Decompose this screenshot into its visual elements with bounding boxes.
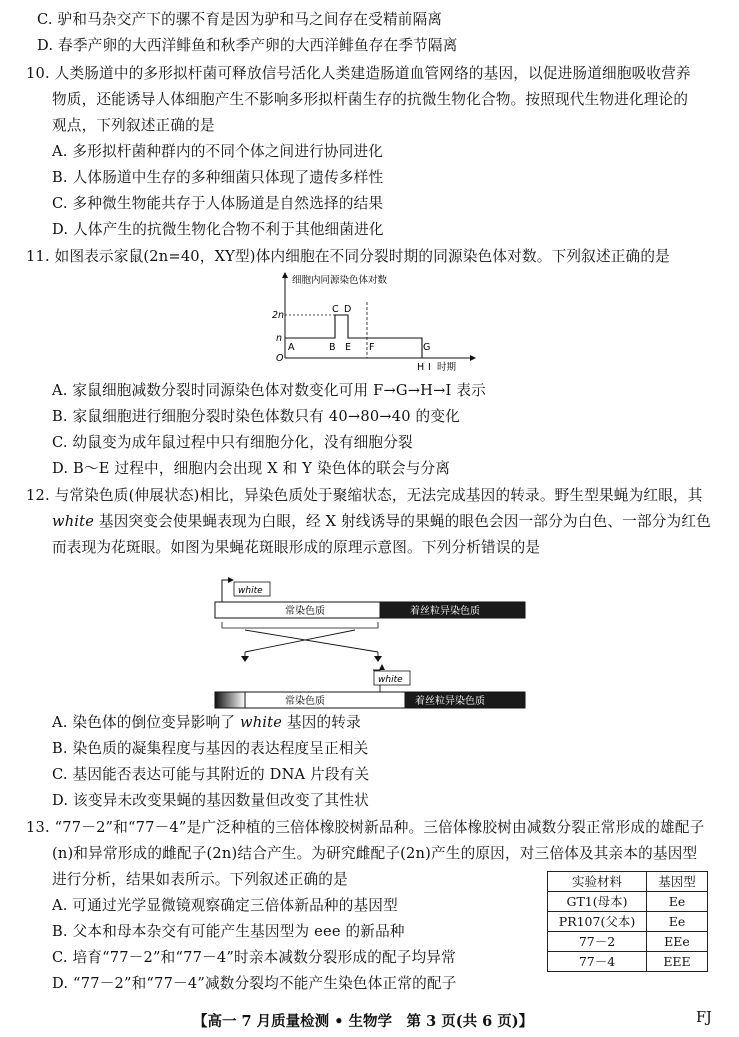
q10-stem-line3: 观点，下列叙述正确的是	[52, 117, 215, 134]
q12-stem-line1: 12. 与常染色质(伸展状态)相比，异染色质处于聚缩状态，无法完成基因的转录。野生型果蝇为红眼，其	[26, 487, 703, 504]
table-row	[548, 892, 708, 912]
table-cell: EEE	[647, 952, 708, 972]
q10-stem-line1: 10. 人类肠道中的多形拟杆菌可释放信号活化人类建造肠道血管网络的基因，以促进肠道细胞吸收营养	[26, 65, 691, 82]
top-gene-label: white	[238, 586, 263, 596]
table-header-genotype: 基因型	[647, 872, 708, 892]
point-e: E	[345, 342, 352, 353]
q12-chromatin-diagram	[210, 572, 530, 710]
bottom-heterochromatin-label: 着丝粒异染色质	[415, 696, 485, 707]
table-cell: GT1(母本)	[548, 892, 647, 912]
q11-stem: 11. 如图表示家鼠(2n=40，XY型)体内细胞在不同分裂时期的同源染色体对数。下列叙述正确的是	[26, 248, 670, 265]
bottom-gene-arrowhead	[379, 664, 385, 670]
top-heterochromatin-label: 着丝粒异染色质	[410, 606, 480, 617]
footer-code: FJ	[696, 1010, 712, 1026]
point-f: F	[369, 342, 375, 353]
q11-option-a: A. 家鼠细胞减数分裂时同源染色体对数变化可用 F→G→H→I 表示	[52, 382, 486, 399]
table-cell: PR107(父本)	[548, 912, 647, 932]
cross-line-2	[245, 630, 355, 652]
bottom-gene-label: white	[378, 675, 403, 685]
q13-option-d: D. “77－2”和“77－4”减数分裂均不能产生染色体正常的配子	[52, 975, 457, 992]
bottom-gradient-segment	[215, 692, 245, 708]
arrow-head-left	[241, 656, 249, 662]
y-axis-label: 细胞内同源染色体对数	[292, 275, 388, 286]
point-b: B	[329, 342, 336, 353]
tick-2n: 2n	[272, 310, 285, 321]
q13-stem-line3: 进行分析，结果如表所示。下列叙述正确的是	[52, 871, 348, 888]
top-gene-arrowhead	[228, 577, 234, 583]
top-gene-pointer	[222, 580, 228, 602]
q13-stem-line1: 13. “77－2”和“77－4”是广泛种植的三倍体橡胶树新品种。三倍体橡胶树由减数分裂正常形成的雄配子	[26, 819, 705, 836]
q12-option-a-gene: white	[240, 714, 283, 731]
q10-stem-line2: 物质，还能诱导人体细胞产生不影响多形拟杆菌生存的抗微生物化合物。按照现代生物进化理论的	[52, 91, 689, 108]
tick-n: n	[276, 333, 283, 344]
point-g: G	[423, 342, 431, 353]
q9-option-c: C. 驴和马杂交产下的骡不育是因为驴和马之间存在受精前隔离	[37, 11, 443, 28]
cross-line-1	[245, 630, 378, 652]
q12-stem-line2-text: 基因突变会使果蝇表现为白眼，经 X 射线诱导的果蝇的眼色会因一部分为白色、一部分为红色	[94, 513, 711, 530]
table-cell: EEe	[647, 932, 708, 952]
bottom-euchromatin-segment	[245, 692, 405, 708]
q12-option-d: D. 该变异未改变果蝇的基因数量但改变了其性状	[52, 792, 369, 809]
table-cell: 77－2	[548, 932, 647, 952]
q13-option-c: C. 培育“77－2”和“77－4”时亲本减数分裂形成的配子均异常	[52, 949, 456, 966]
table-cell: 77－4	[548, 952, 647, 972]
q12-option-a	[52, 713, 361, 733]
table-cell: Ee	[647, 892, 708, 912]
q11-homolog-chart	[270, 270, 480, 376]
q12-option-a-pre: A. 染色体的倒位变异影响了	[52, 714, 240, 731]
point-a: A	[288, 342, 295, 353]
inversion-bracket	[222, 622, 378, 628]
y-axis-arrow	[282, 272, 288, 278]
white-gene-name: white	[52, 513, 95, 530]
q13-option-b: B. 父本和母本杂交有可能产生基因型为 eee 的新品种	[52, 923, 405, 940]
q13-option-a: A. 可通过光学显微镜观察确定三倍体新品种的基因型	[52, 897, 398, 914]
q12-option-a-post: 基因的转录	[282, 714, 361, 731]
x-axis-label: 时期	[437, 362, 457, 373]
tick-origin: O	[276, 353, 284, 364]
q9-option-d: D. 春季产卵的大西洋鲱鱼和秋季产卵的大西洋鲱鱼存在季节隔离	[37, 37, 458, 54]
q11-option-c: C. 幼鼠变为成年鼠过程中只有细胞分化，没有细胞分裂	[52, 434, 413, 451]
table-row	[548, 952, 708, 972]
q13-stem-line2: (n)和异常形成的雌配子(2n)结合产生。为研究雌配子(2n)产生的原因，对三倍体及其亲本的基因型	[52, 845, 698, 862]
point-d: D	[344, 304, 352, 315]
table-row	[548, 912, 708, 932]
table-cell: Ee	[647, 912, 708, 932]
point-h: H	[417, 362, 425, 373]
q11-option-b: B. 家鼠细胞进行细胞分裂时染色体数只有 40→80→40 的变化	[52, 408, 460, 425]
q12-stem-line3: 而表现为花斑眼。如图为果蝇花斑眼形成的原理示意图。下列分析错误的是	[52, 539, 541, 556]
q12-option-c: C. 基因能否表达可能与其附近的 DNA 片段有关	[52, 766, 370, 783]
q10-option-a: A. 多形拟杆菌种群内的不同个体之间进行协同进化	[52, 143, 384, 160]
table-header-row	[548, 872, 708, 892]
x-axis-arrow	[470, 355, 476, 361]
bottom-euchromatin-label: 常染色质	[285, 696, 325, 707]
q10-option-c: C. 多种微生物能共存于人体肠道是自然选择的结果	[52, 195, 384, 212]
genotype-table	[547, 871, 708, 972]
point-i: I	[428, 362, 431, 373]
top-euchromatin-label: 常染色质	[285, 606, 325, 617]
table-row	[548, 932, 708, 952]
q12-stem-line2	[52, 512, 711, 532]
q10-option-d: D. 人体产生的抗微生物化合物不利于其他细菌进化	[52, 221, 384, 238]
q12-option-b: B. 染色质的凝集程度与基因的表达程度呈正相关	[52, 740, 369, 757]
arrow-head-right	[374, 656, 382, 662]
point-c: C	[332, 304, 339, 315]
q10-option-b: B. 人体肠道中生存的多种细菌只体现了遗传多样性	[52, 169, 384, 186]
table-header-material: 实验材料	[548, 872, 647, 892]
q11-option-d: D. B～E 过程中，细胞内会出现 X 和 Y 染色体的联会与分离	[52, 460, 451, 477]
page-footer: 【高一 7 月质量检测 • 生物学 第 3 页(共 6 页)】	[193, 1013, 534, 1030]
